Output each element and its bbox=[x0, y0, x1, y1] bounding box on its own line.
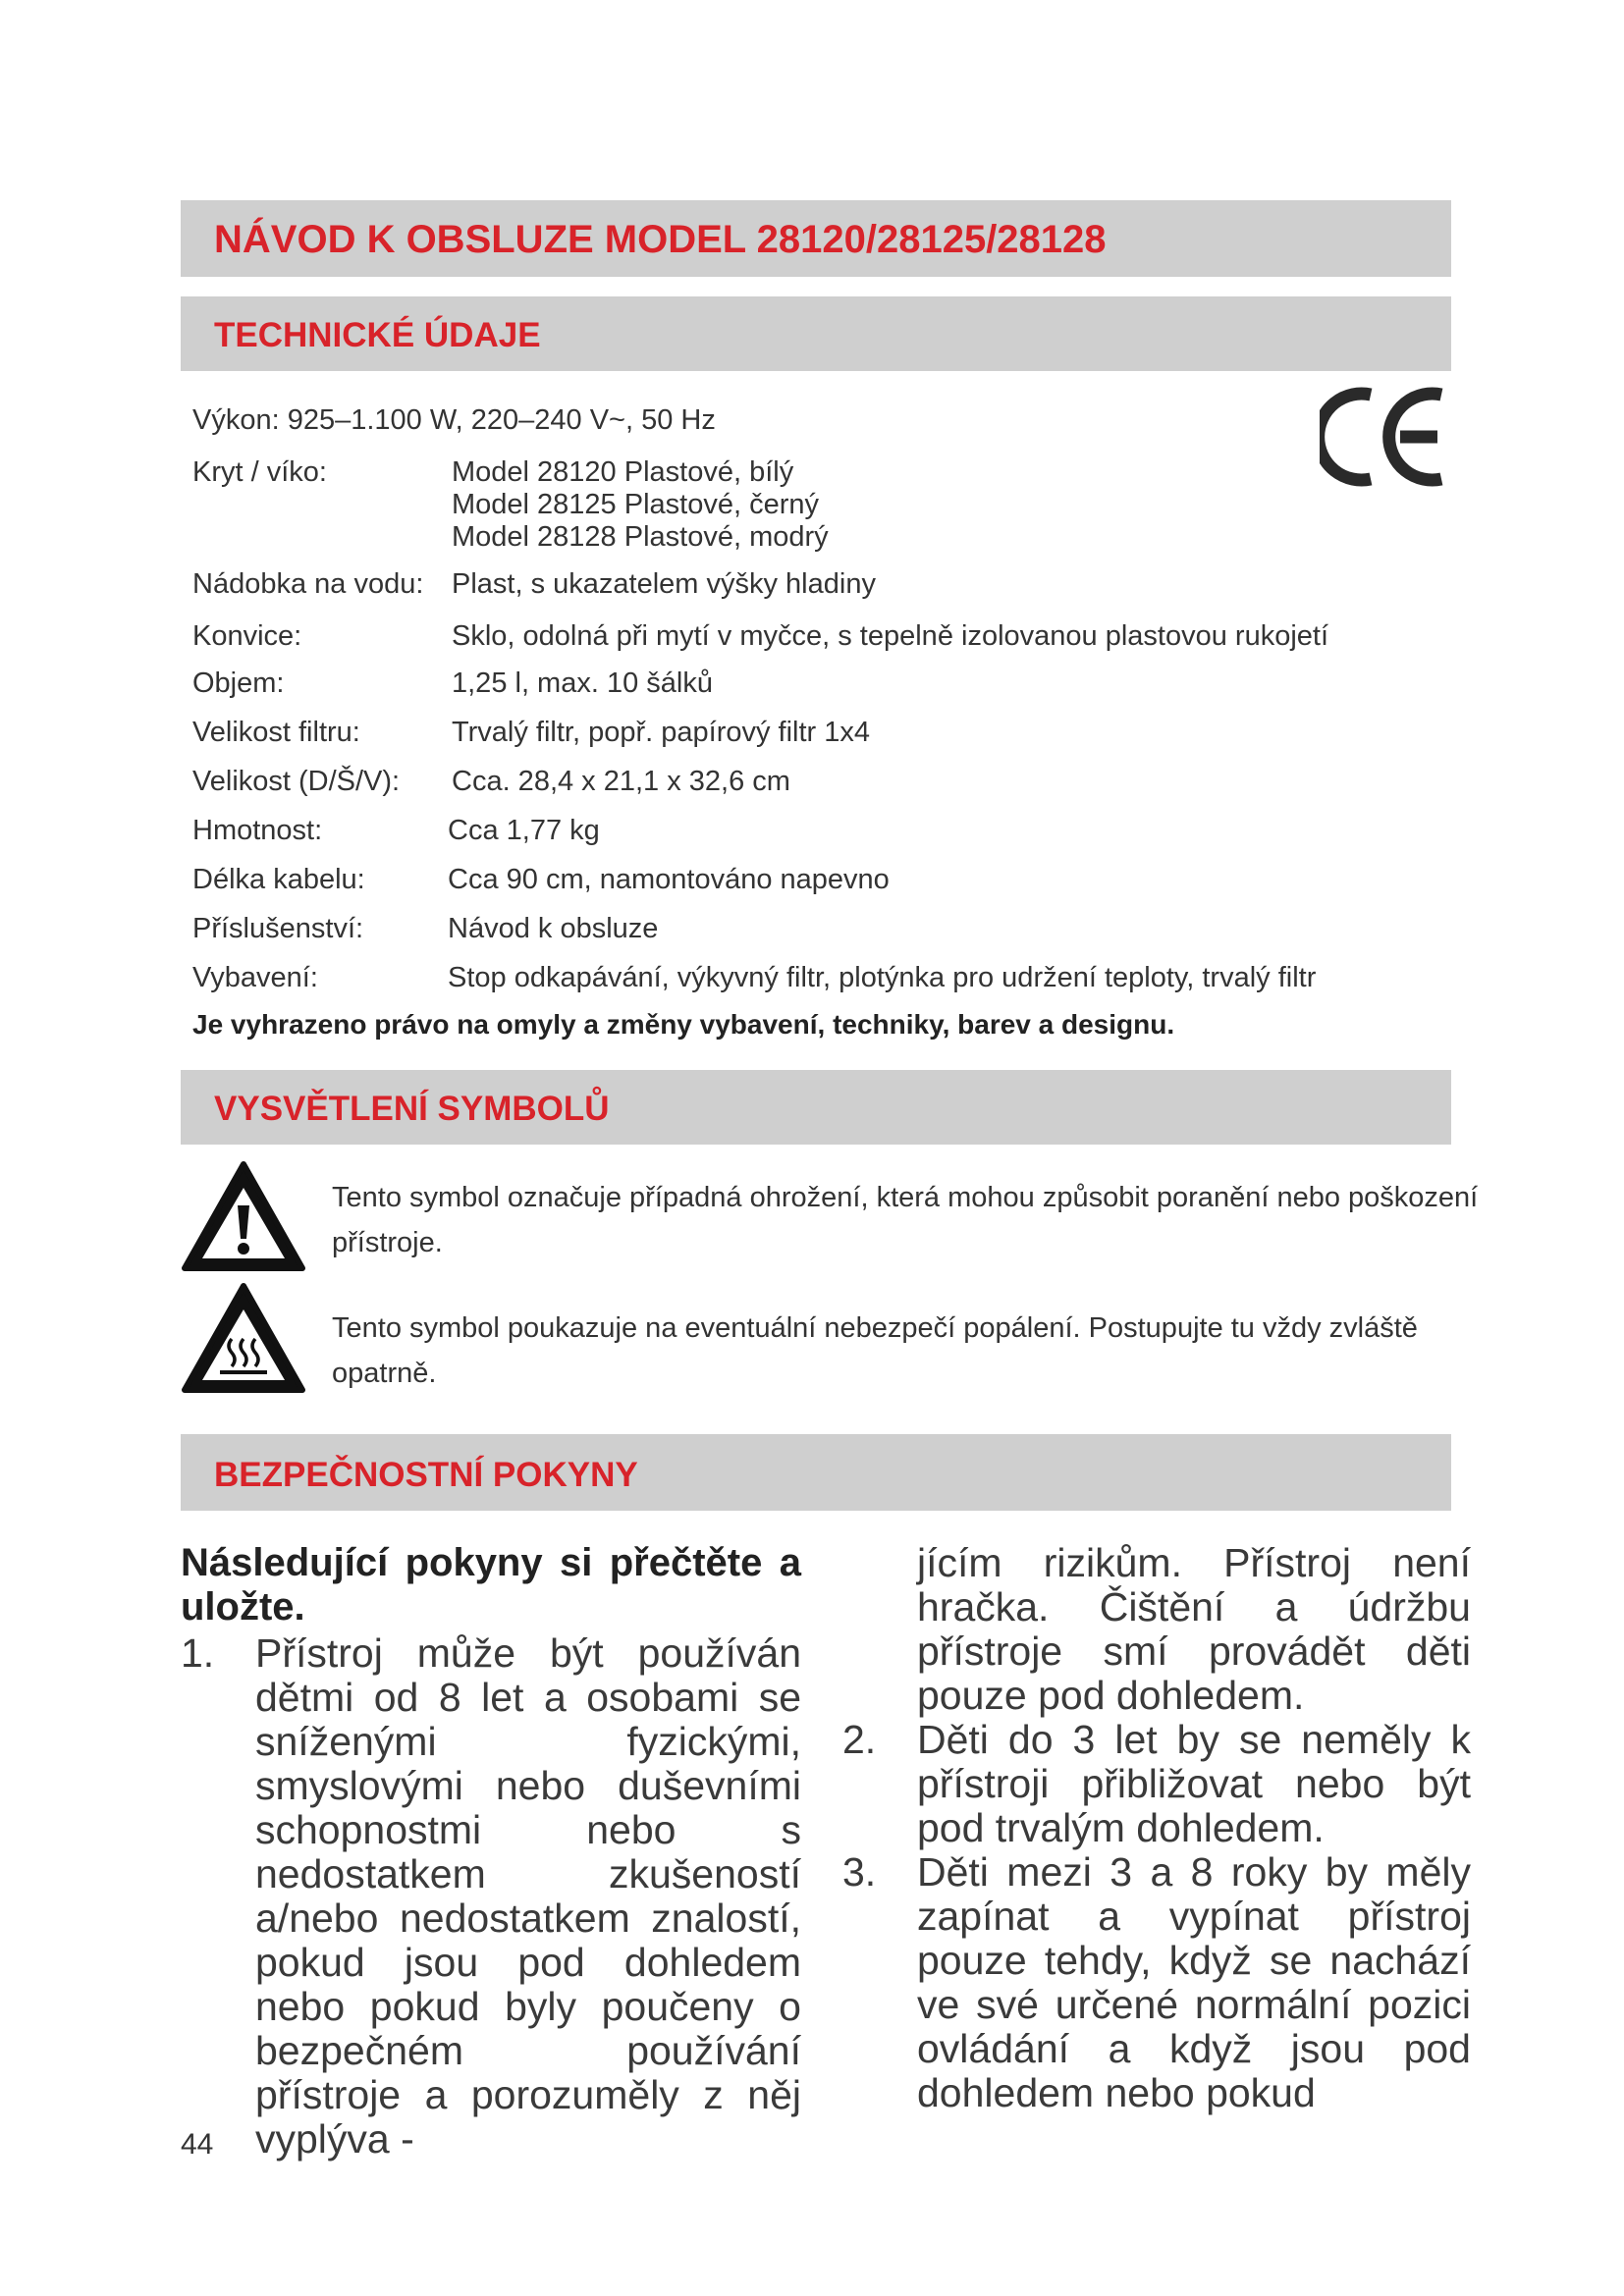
spec-power-text: Výkon: 925–1.100 W, 220–240 V~, 50 Hz bbox=[192, 404, 716, 436]
page-number: 44 bbox=[181, 2128, 214, 2161]
spec-power bbox=[192, 403, 716, 437]
spec-value: Model 28120 Plastové, bílý bbox=[452, 456, 794, 488]
disclaimer: Je vyhrazeno právo na omyly a změny vybavení, techniky, barev a designu. bbox=[192, 1009, 1175, 1040]
safety-item-text: jícím rizikům. Přístroj není hračka. Čištění a údržbu přístroje smí provádět děti pouze pod dohledem. bbox=[917, 1540, 1471, 1718]
document-title-bar bbox=[181, 200, 1451, 277]
spec-value: Model 28128 Plastové, modrý bbox=[452, 521, 829, 553]
symbol-description: Tento symbol označuje případná ohrožení, která mohou způsobit poranění nebo poškození přístroje. bbox=[332, 1182, 1479, 1258]
safety-item bbox=[842, 1718, 1471, 1850]
spec-value: 1,25 l, max. 10 šálků bbox=[452, 667, 713, 699]
safety-item-number: 2. bbox=[842, 1717, 877, 1762]
spec-value: Cca 90 cm, namontováno napevno bbox=[448, 864, 890, 895]
spec-value: Trvalý filtr, popř. papírový filtr 1x4 bbox=[452, 717, 871, 748]
spec-value: Cca 1,77 kg bbox=[448, 815, 600, 846]
spec-value: Model 28125 Plastové, černý bbox=[452, 489, 819, 520]
spec-value: Cca. 28,4 x 21,1 x 32,6 cm bbox=[452, 766, 790, 797]
safety-item bbox=[181, 1631, 801, 2162]
spec-label: Velikost (D/Š/V): bbox=[192, 766, 401, 797]
spec-label: Objem: bbox=[192, 667, 285, 699]
spec-value: Stop odkapávání, výkyvný filtr, plotýnka pro udržení teploty, trvalý filtr bbox=[448, 962, 1317, 993]
safety-item-text: Děti mezi 3 a 8 roky by měly zapínat a vypínat přístroj pouze tehdy, když se nachází ve své určené normální pozici ovládání a když jsou pod dohledem nebo pokud bbox=[917, 1849, 1471, 2115]
spec-value: Plast, s ukazatelem výšky hladiny bbox=[452, 568, 876, 600]
spec-label: Nádobka na vodu: bbox=[192, 568, 424, 600]
spec-value: Návod k obsluze bbox=[448, 913, 659, 944]
symbol-description: Tento symbol poukazuje na eventuální nebezpečí popálení. Postupujte tu vždy zvláště opatrně. bbox=[332, 1312, 1418, 1389]
ce-mark-icon bbox=[1320, 383, 1457, 491]
hot-surface-warning-icon bbox=[181, 1282, 306, 1396]
safety-item-number: 1. bbox=[181, 1630, 215, 1676]
safety-column-left bbox=[181, 1541, 801, 2162]
safety-item-text: Přístroj může být používán dětmi od 8 let a osobami se sníženými fyzickými, smyslovými nebo duševními schopnostmi nebo s nedostatkem zkušeností a/nebo nedostatkem znalostí, pokud jsou pod dohledem nebo pokud byly poučeny o bezpečném používání přístroje a porozuměly z něj vyplýva - bbox=[255, 1630, 801, 2162]
spec-label: Kryt / víko: bbox=[192, 456, 327, 488]
safety-lead: Následující pokyny si přečtěte a uložte. bbox=[181, 1541, 801, 1629]
spec-label: Délka kabelu: bbox=[192, 864, 365, 895]
spec-label: Konvice: bbox=[192, 620, 302, 652]
section-header-symbols bbox=[181, 1070, 1451, 1145]
section-title: TECHNICKÉ ÚDAJE bbox=[214, 316, 541, 354]
spec-label: Velikost filtru: bbox=[192, 717, 360, 748]
safety-item-continuation bbox=[842, 1541, 1471, 1718]
section-title: BEZPEČNOSTNÍ POKYNY bbox=[214, 1456, 638, 1494]
document-title: NÁVOD K OBSLUZE MODEL 28120/28125/28128 bbox=[214, 218, 1107, 261]
warning-triangle-icon bbox=[181, 1160, 306, 1274]
spec-value: Sklo, odolná při mytí v myčce, s tepelně izolovanou plastovou rukojetí bbox=[452, 620, 1329, 652]
section-title: VYSVĚTLENÍ SYMBOLŮ bbox=[214, 1090, 610, 1128]
safety-item-number: 3. bbox=[842, 1849, 877, 1895]
spec-label: Příslušenství: bbox=[192, 913, 364, 944]
section-header-safety bbox=[181, 1434, 1451, 1511]
spec-label: Vybavení: bbox=[192, 962, 318, 993]
spec-label: Hmotnost: bbox=[192, 815, 323, 846]
safety-item bbox=[842, 1850, 1471, 2115]
section-header-technical-data bbox=[181, 296, 1451, 371]
safety-column-right bbox=[842, 1541, 1471, 2115]
safety-item-text: Děti do 3 let by se neměly k přístroji přibližovat nebo být pod trvalým dohledem. bbox=[917, 1717, 1471, 1850]
